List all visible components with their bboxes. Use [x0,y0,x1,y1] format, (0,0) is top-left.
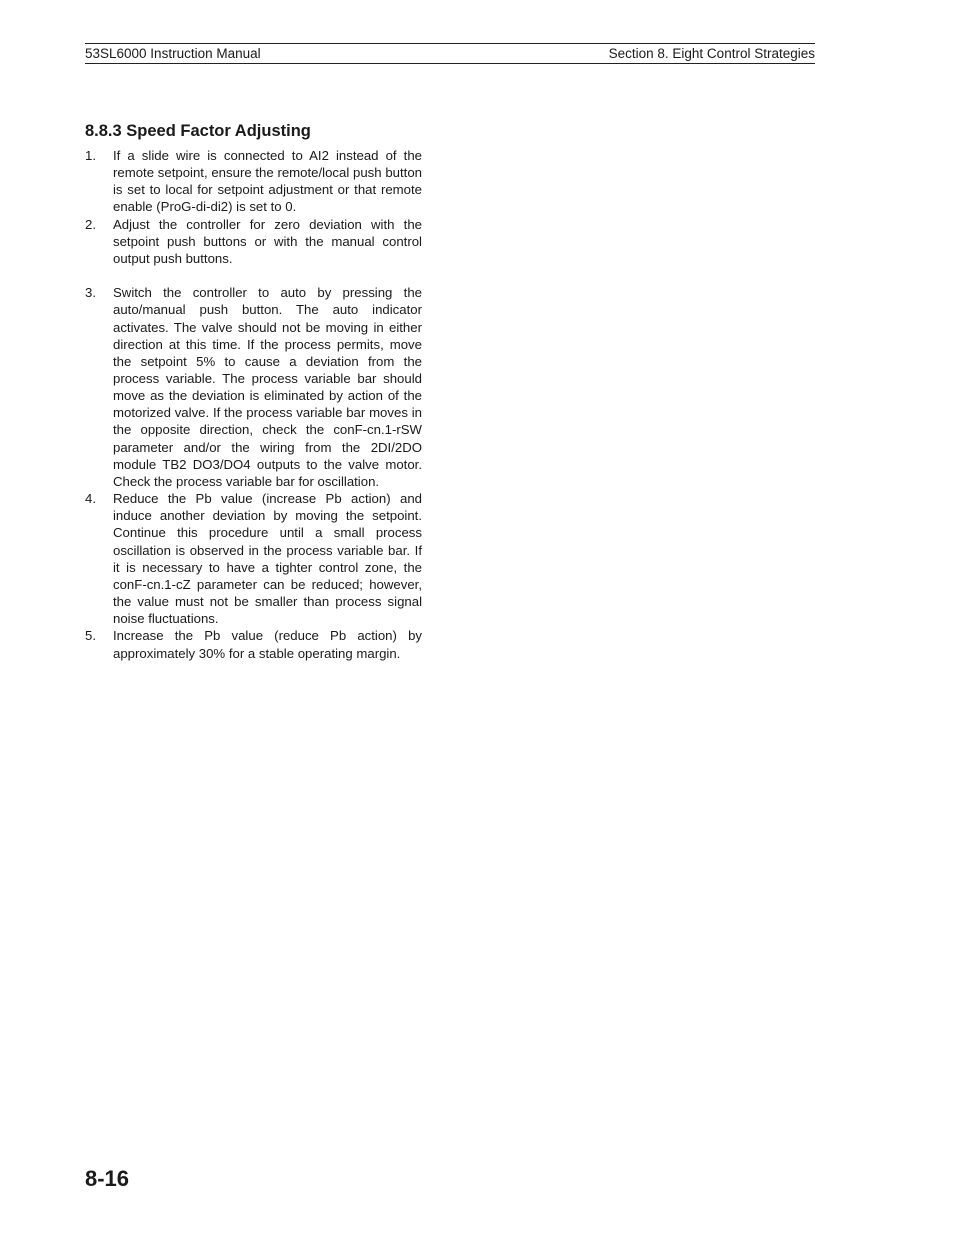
step-3 [85,284,422,490]
step-number: 2. [85,216,96,232]
step-number: 4. [85,491,96,507]
step-text: Adjust the controller for zero deviation with the setpoint push buttons or with the manual control output push buttons. [113,216,422,266]
step-text: Switch the controller to auto by pressing the auto/manual push button. The auto indicator activates. The valve should not be moving in either direction at this time. If the process permits, move the setpoint 5% to cause a deviation from the process variable. The process variable bar should move as the deviation is eliminated by action of the motorized valve. If the process variable bar moves in the opposite direction, check the conF-cn.1-rSW parameter and/or the wiring from the 2DI/2DO module TB2 DO3/DO4 outputs to the valve motor. Check the process variable bar for oscillation. [113,285,422,489]
procedure-steps [85,147,422,662]
step-5 [85,627,422,661]
page-number: 8-16 [85,1166,130,1191]
step-1 [85,147,422,216]
manual-title: 53SL6000 Instruction Manual [85,46,261,61]
step-4 [85,490,422,627]
section-label: Section 8. Eight Control Strategies [608,46,815,61]
step-2 [85,216,422,267]
step-number: 3. [85,285,96,301]
section-title: 8.8.3 Speed Factor Adjusting [85,122,311,140]
step-text: Reduce the Pb value (increase Pb action) and induce another deviation by moving the setpoint. Continue this procedure until a small process oscillation is observed in the process variable bar. If it is necessary to have a tighter control zone, the conF-cn.1-cZ parameter can be reduced; however, the value must not be smaller than process signal noise fluctuations. [113,491,422,627]
page-header [85,43,815,64]
step-text: If a slide wire is connected to AI2 instead of the remote setpoint, ensure the remote/local push button is set to local for setpoint adjustment or that remote enable (ProG-di-di2) is set to 0. [113,148,422,215]
step-number: 5. [85,628,96,644]
step-number: 1. [85,148,96,163]
step-text: Increase the Pb value (reduce Pb action) by approximately 30% for a stable operating margin. [113,628,422,661]
